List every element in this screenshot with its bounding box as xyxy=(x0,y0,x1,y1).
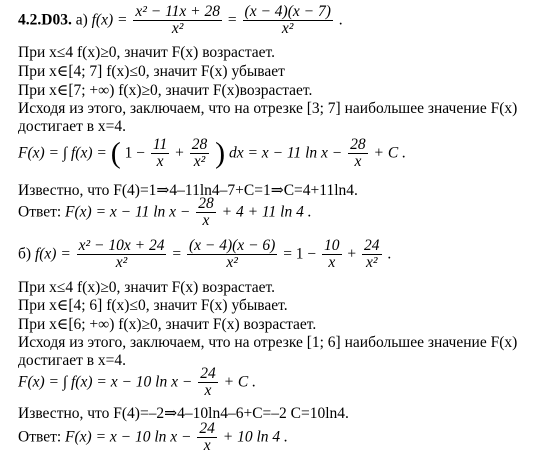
text-line: Исходя из этого, заключаем, что на отрезке [1; 6] наибольшее значение F(x) xyxy=(18,334,518,351)
part-b-label: б) xyxy=(18,245,32,263)
antiderivative-a: F(x) = ∫ f(x) = ( 1 − $\frac{11}{x}$ + $\frac{28}{\text{x²}}$ ) dx = x − 11 ln x − $\frac{28}{x}$ + C . xyxy=(18,136,406,170)
fraction: $\frac{(x - 4)(x - 6)}{\text{x²}}$ xyxy=(188,237,276,271)
text-line: Исходя из этого, заключаем, что на отрезке [3; 7] наибольшее значение F(x) xyxy=(18,100,518,117)
problem-number: 4.2.D03. xyxy=(18,11,72,29)
fraction: $\frac{10}{x}$ xyxy=(324,237,340,271)
text-line: При x∈[4; 7] f(x)≤0, значит F(x) убывает xyxy=(18,63,285,80)
text-line: Известно, что F(4)=1⇒4–11ln4–7+C=1⇒C=4+11ln4. xyxy=(18,182,358,199)
antiderivative-b: F(x) = ∫ f(x) = x − 10 ln x − $\frac{24}{x}$ + C . xyxy=(18,365,257,399)
text-line: достигает в x=4. xyxy=(18,352,127,369)
fraction: $\frac{\text{x² − 11x + 28}}{\text{x²}}$ xyxy=(135,3,221,37)
fraction: $\frac{24}{x}$ xyxy=(200,365,216,399)
right-paren: ) xyxy=(215,136,226,170)
text-line: При x≤4 f(x)≥0, значит F(x) возрастает. xyxy=(18,44,276,61)
text-line: При x∈[6; +∞) f(x)≥0, значит F(x) возрастает. xyxy=(18,316,317,333)
fraction: $\frac{11}{x}$ xyxy=(152,136,168,170)
function-lhs: f(x) = xyxy=(91,11,128,29)
part-b-definition: б) f(x) = $\frac{\text{x² − 10x + 24}}{\text{x²}}$ = $\frac{(x - 4)(x - 6)}{\text{x²}}$ = 1 − $\frac{10}{x}$ + $\frac{24}{\text{x²}}$ . xyxy=(18,237,392,271)
fraction: $\frac{24}{x}$ xyxy=(199,420,215,454)
text-line: Известно, что F(4)=–2⇒4–10ln4–6+C=–2 C=10ln4. xyxy=(18,405,349,422)
fraction: $\frac{28}{x}$ xyxy=(198,195,214,229)
fraction: $\frac{\text{x² − 10x + 24}}{\text{x²}}$ xyxy=(78,237,165,271)
text-line: При x∈[7; +∞) f(x)≥0, значит F(x)возрастает. xyxy=(18,82,313,99)
text-line: достигает в x=4. xyxy=(18,118,127,135)
answer-a: Ответ: F(x) = x − 11 ln x − $\frac{28}{x}$ + 4 + 11 ln 4 . xyxy=(18,195,312,229)
left-paren: ( xyxy=(110,136,121,170)
fraction: $\frac{24}{\text{x²}}$ xyxy=(364,237,380,271)
part-a-definition: 4.2.D03. а) f(x) = $\frac{\text{x² − 11x + 28}}{\text{x²}}$ = $\frac{(x - 4)(x - 7)}{\text{x²}}$ . xyxy=(18,3,343,37)
fraction: $\frac{28}{\text{x²}}$ xyxy=(191,136,208,170)
fraction: $\frac{(x - 4)(x - 7)}{\text{x²}}$ xyxy=(244,3,331,37)
text-line: При x≤4 f(x)≥0, значит F(x) возрастает. xyxy=(18,279,276,296)
text-line: При x∈[4; 6] f(x)≤0, значит F(x) убывает. xyxy=(18,297,288,314)
answer-b: Ответ: F(x) = x − 10 ln x − $\frac{24}{x}$ + 10 ln 4 . xyxy=(18,420,288,454)
fraction: $\frac{28}{x}$ xyxy=(350,136,366,170)
part-a-label: а) xyxy=(75,11,88,29)
